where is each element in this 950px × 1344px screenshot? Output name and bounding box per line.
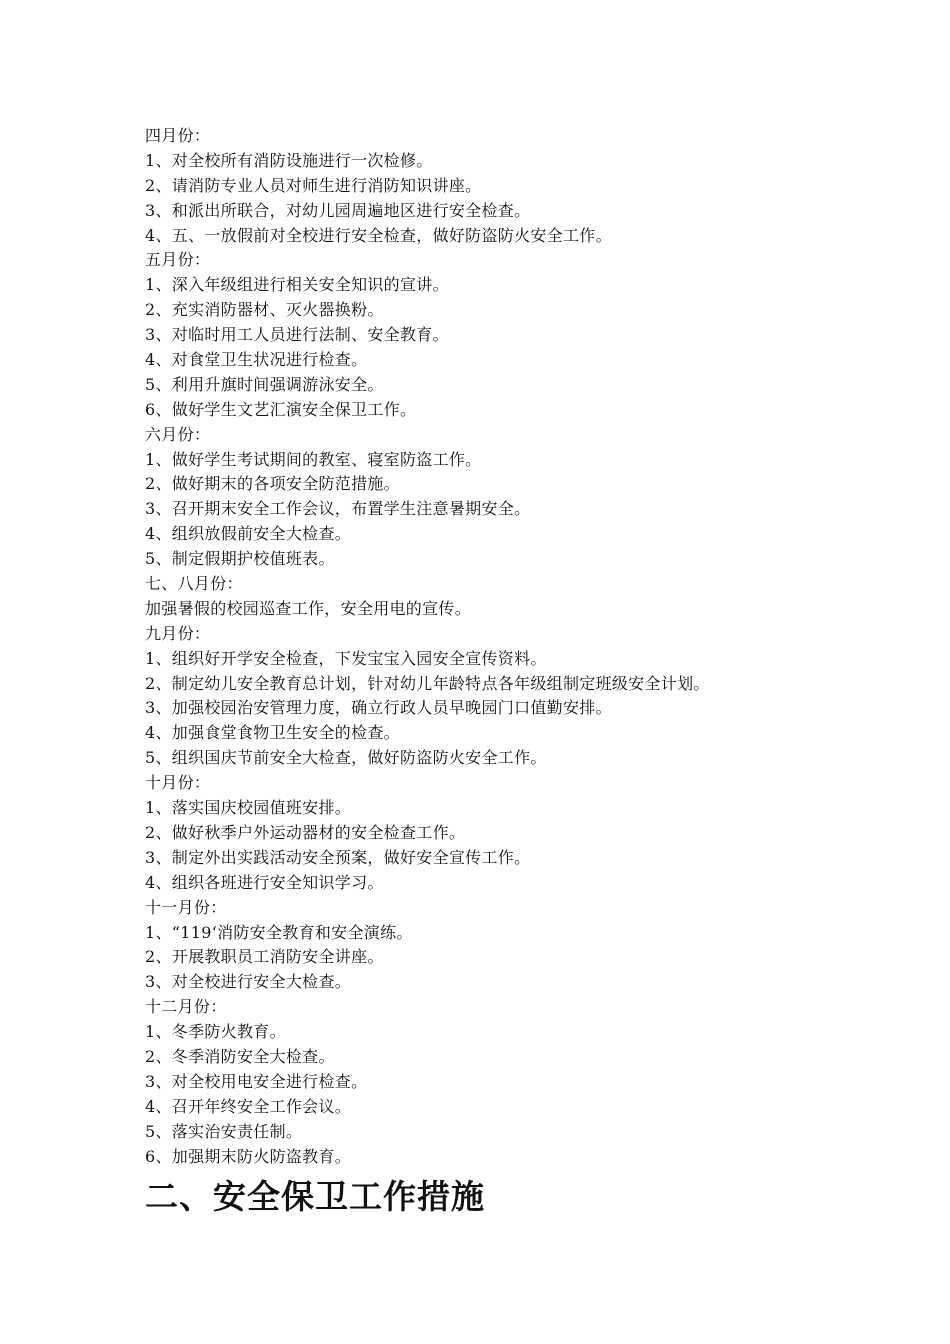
plan-item: 1、做好学生考试期间的教室、寝室防盗工作。 — [145, 449, 482, 469]
plan-item: 1、组织好开学安全检查，下发宝宝入园安全宣传资料。 — [145, 648, 547, 668]
plan-item: 2、做好秋季户外运动器材的安全检查工作。 — [145, 822, 466, 842]
plan-item: 3、制定外出实践活动安全预案，做好安全宣传工作。 — [145, 847, 531, 867]
plan-item: 2、做好期末的各项安全防范措施。 — [145, 474, 400, 494]
month-heading: 九月份： — [145, 623, 211, 643]
plan-item: 2、充实消防器材、灭火器换粉。 — [145, 300, 384, 320]
month-heading: 五月份： — [145, 250, 211, 270]
plan-item: 1、冬季防火教育。 — [145, 1022, 286, 1042]
plan-item: 3、和派出所联合，对幼儿园周遍地区进行安全检查。 — [145, 200, 531, 220]
plan-item: 2、开展教职员工消防安全讲座。 — [145, 947, 384, 967]
plan-item: 4、对食堂卫生状况进行检查。 — [145, 350, 368, 370]
plan-item: 5、落实治安责任制。 — [145, 1121, 303, 1141]
month-heading: 十一月份： — [145, 897, 227, 917]
plan-item: 1、深入年级组进行相关安全知识的宣讲。 — [145, 275, 449, 295]
plan-item: 1、“119‘消防安全教育和安全演练。 — [145, 922, 413, 942]
plan-item: 6、做好学生文艺汇演安全保卫工作。 — [145, 399, 417, 419]
plan-item: 4、召开年终安全工作会议。 — [145, 1096, 352, 1116]
month-heading: 四月份： — [145, 126, 211, 145]
section-heading: 二、安全保卫工作措施 — [145, 1177, 485, 1217]
plan-item: 3、召开期末安全工作会议，布置学生注意暑期安全。 — [145, 499, 531, 519]
plan-item: 4、组织各班进行安全知识学习。 — [145, 872, 384, 892]
plan-item: 2、请消防专业人员对师生进行消防知识讲座。 — [145, 175, 482, 195]
month-heading: 十月份： — [145, 773, 211, 793]
plan-item: 3、对全校用电安全进行检查。 — [145, 1071, 368, 1091]
plan-item: 2、制定幼儿安全教育总计划，针对幼儿年龄特点各年级组制定班级安全计划。 — [145, 673, 710, 693]
month-heading: 六月份： — [145, 424, 211, 444]
plan-item: 6、加强期末防火防盗教育。 — [145, 1146, 352, 1166]
plan-item: 3、对全校进行安全大检查。 — [145, 972, 352, 992]
plan-item: 5、制定假期护校值班表。 — [145, 549, 335, 569]
plan-item: 3、对临时用工人员进行法制、安全教育。 — [145, 325, 449, 345]
plan-item: 3、加强校园治安管理力度，确立行政人员早晚园门口值勤安排。 — [145, 698, 612, 718]
document-page — [145, 124, 845, 1219]
plan-item: 5、组织国庆节前安全大检查，做好防盗防火安全工作。 — [145, 748, 547, 768]
plan-item: 5、利用升旗时间强调游泳安全。 — [145, 374, 384, 394]
plan-item: 2、冬季消防安全大检查。 — [145, 1046, 335, 1066]
month-heading: 十二月份： — [145, 997, 227, 1017]
month-heading: 七、八月份： — [145, 574, 243, 594]
plan-item: 4、加强食堂食物卫生安全的检查。 — [145, 723, 400, 743]
plan-item: 1、对全校所有消防设施进行一次检修。 — [145, 150, 433, 170]
plan-item: 4、五、一放假前对全校进行安全检查，做好防盗防火安全工作。 — [145, 225, 612, 245]
plan-item: 1、落实国庆校园值班安排。 — [145, 798, 352, 818]
plan-item: 加强暑假的校园巡查工作，安全用电的宣传。 — [145, 598, 472, 618]
plan-item: 4、组织放假前安全大检查。 — [145, 524, 352, 544]
plan-lines — [145, 124, 845, 1169]
